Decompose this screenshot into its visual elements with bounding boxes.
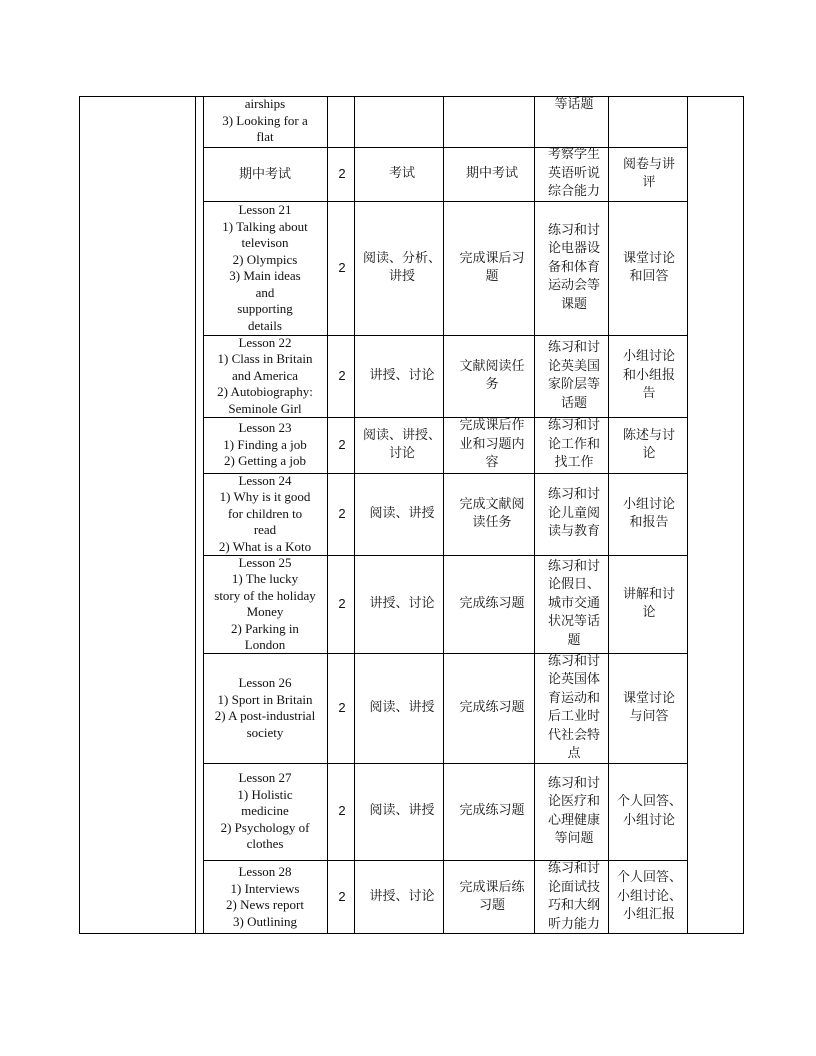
method-cell-text: 阅读、分析、 xyxy=(363,250,442,266)
hours-cell xyxy=(327,96,357,147)
hours-cell-text: 2 xyxy=(338,165,346,181)
assessment-cell-text: 小组讨论 xyxy=(622,349,675,365)
content-cell xyxy=(537,555,611,653)
lesson-cell-text: and America xyxy=(231,367,299,383)
lesson-cell xyxy=(203,860,327,934)
method-cell-text: 讨论 xyxy=(388,446,415,461)
task-cell-text: 习题 xyxy=(478,898,505,913)
assessment-cell-text: 小组讨论 xyxy=(622,812,675,828)
lesson-cell-text: Lesson 28 xyxy=(238,864,292,879)
method-cell xyxy=(357,335,447,417)
hours-cell xyxy=(327,860,357,934)
task-cell-text: 业和习题内 xyxy=(459,436,525,452)
content-cell-text: 综合能力 xyxy=(547,184,600,200)
table-row xyxy=(203,201,687,335)
assessment-cell-text: 阅卷与讲 xyxy=(622,156,675,172)
task-cell-text: 完成课后练 xyxy=(459,879,525,895)
lesson-cell-text: for children to xyxy=(227,505,303,521)
content-cell-text: 英语听说 xyxy=(547,165,600,181)
lesson-cell xyxy=(203,201,327,335)
assessment-cell xyxy=(611,555,687,653)
lesson-cell-text: society xyxy=(246,724,284,740)
lesson-cell-text: 1) Class in Britain xyxy=(217,351,313,367)
task-cell xyxy=(447,147,537,201)
method-cell-text: 考试 xyxy=(388,165,415,181)
task-cell xyxy=(447,555,537,653)
content-cell-text: 论医疗和 xyxy=(547,794,600,809)
assessment-cell xyxy=(611,335,687,417)
column-divider xyxy=(195,96,196,934)
method-cell-text: 阅读、讲授 xyxy=(369,803,435,819)
task-cell-text: 容 xyxy=(485,455,499,471)
content-cell-text: 论电器设 xyxy=(547,241,600,257)
hours-cell-text: 2 xyxy=(338,367,346,383)
content-cell-text: 等话题 xyxy=(554,97,594,112)
task-cell-text: 完成课后习 xyxy=(459,250,525,266)
lesson-cell-text: Lesson 22 xyxy=(238,334,292,350)
assessment-cell-text: 个人回答、 xyxy=(617,794,683,809)
content-cell-text: 练习和讨 xyxy=(547,558,600,574)
column-divider xyxy=(687,96,688,934)
method-cell xyxy=(357,96,447,147)
content-cell xyxy=(537,653,611,763)
lesson-cell-text: 1) Finding a job xyxy=(223,436,307,452)
method-cell-text: 讲授、讨论 xyxy=(369,595,435,611)
lesson-cell-text: 2) Psychology of xyxy=(220,819,310,835)
content-cell-text: 练习和讨 xyxy=(547,222,600,238)
content-cell xyxy=(537,763,611,860)
content-cell-text: 育运动和 xyxy=(547,690,600,706)
content-cell-text: 题 xyxy=(567,632,581,648)
hours-cell xyxy=(327,763,357,860)
content-cell xyxy=(537,417,611,473)
assessment-cell xyxy=(611,860,687,934)
assessment-cell xyxy=(611,417,687,473)
method-cell-text: 讲授、讨论 xyxy=(369,367,435,383)
content-cell xyxy=(537,201,611,335)
lesson-cell-text: clothes xyxy=(246,836,284,852)
task-cell xyxy=(447,860,537,934)
assessment-cell xyxy=(611,147,687,201)
lesson-cell-text: and xyxy=(255,284,275,300)
lesson-cell-text: 2) Parking in xyxy=(231,620,299,636)
assessment-cell xyxy=(611,201,687,335)
content-cell-text: 城市交通 xyxy=(547,595,600,611)
content-cell-text: 论英国体 xyxy=(547,672,600,687)
lesson-cell-text: medicine xyxy=(241,803,289,819)
content-cell-text: 练习和讨 xyxy=(547,418,600,434)
lesson-cell-text: story of the holiday xyxy=(214,587,316,603)
content-cell xyxy=(537,96,611,147)
lesson-cell-text: Seminole Girl xyxy=(228,400,302,416)
lesson-cell-text: 2) Getting a job xyxy=(224,453,306,469)
lesson-cell-text: 3) Outlining xyxy=(233,913,297,929)
lesson-cell xyxy=(203,96,327,147)
task-cell xyxy=(447,96,537,147)
content-cell-text: 论英美国 xyxy=(547,358,600,374)
task-cell-text: 文献阅读任 xyxy=(459,358,525,374)
content-cell-text: 练习和讨 xyxy=(547,775,600,791)
task-cell-text: 完成文献阅 xyxy=(459,496,525,512)
assessment-cell xyxy=(611,653,687,763)
assessment-cell-text: 个人回答、 xyxy=(617,870,683,886)
content-cell-text: 练习和讨 xyxy=(547,653,600,669)
method-cell xyxy=(357,653,447,763)
content-cell-text: 后工业时 xyxy=(547,709,600,724)
lesson-cell-text: Money xyxy=(246,604,284,619)
lesson-cell xyxy=(203,147,327,201)
lesson-cell xyxy=(203,763,327,860)
task-cell-text: 读任务 xyxy=(472,515,512,530)
content-cell-text: 论面试技 xyxy=(547,879,600,895)
content-cell-text: 练习和讨 xyxy=(547,487,600,503)
task-cell-text: 完成练习题 xyxy=(459,595,525,611)
lesson-cell-text: 2) Olympics xyxy=(232,251,298,267)
hours-cell-text: 2 xyxy=(338,803,346,819)
content-cell-text: 家阶层等 xyxy=(547,377,600,392)
assessment-cell xyxy=(611,763,687,860)
content-cell-text: 代社会特 xyxy=(547,727,600,743)
assessment-cell-text: 和报告 xyxy=(629,515,669,530)
content-cell-text: 巧和大纲 xyxy=(547,898,600,913)
content-cell-text: 论工作和 xyxy=(547,436,600,452)
hours-cell-text: 2 xyxy=(338,888,346,904)
hours-cell xyxy=(327,335,357,417)
assessment-cell-text: 与问答 xyxy=(629,709,669,724)
method-cell-text: 阅读、讲授 xyxy=(369,505,435,521)
content-cell-text: 课题 xyxy=(560,296,587,312)
lesson-cell xyxy=(203,473,327,555)
hours-cell-text: 2 xyxy=(338,436,346,452)
content-cell xyxy=(537,147,611,201)
content-cell-text: 备和体育 xyxy=(547,259,600,275)
content-cell-text: 点 xyxy=(567,746,581,761)
task-cell xyxy=(447,763,537,860)
content-cell-text: 等问题 xyxy=(554,831,594,846)
hours-cell xyxy=(327,147,357,201)
content-cell-text: 考察学生 xyxy=(547,147,600,163)
lesson-cell-text: Lesson 26 xyxy=(238,675,292,690)
assessment-cell-text: 论 xyxy=(642,605,656,620)
content-cell xyxy=(537,473,611,555)
content-cell-text: 状况等话 xyxy=(547,614,600,630)
task-cell-text: 完成课后作 xyxy=(459,418,525,434)
task-cell xyxy=(447,653,537,763)
method-cell-text: 讲授 xyxy=(388,269,415,284)
task-cell-text: 完成练习题 xyxy=(459,699,525,715)
lesson-cell xyxy=(203,653,327,763)
lesson-cell-text: details xyxy=(248,317,282,333)
hours-cell xyxy=(327,653,357,763)
lesson-cell-text: 1) Why is it good xyxy=(219,489,311,505)
lesson-cell-text: 期中考试 xyxy=(238,165,291,181)
assessment-cell-text: 和回答 xyxy=(629,269,669,284)
lesson-cell-text: read xyxy=(253,522,277,538)
lesson-cell-text: 3) Looking for a xyxy=(222,112,308,128)
assessment-cell-text: 陈述与讨 xyxy=(622,427,675,443)
task-cell-text: 务 xyxy=(485,377,499,392)
lesson-cell-text: 1) Talking about xyxy=(222,218,308,234)
content-cell-text: 练习和讨 xyxy=(547,861,600,876)
task-cell xyxy=(447,473,537,555)
content-cell-text: 运动会等 xyxy=(547,278,600,294)
lesson-cell-text: 3) Main ideas xyxy=(229,268,301,283)
task-cell-text: 期中考试 xyxy=(465,165,518,181)
content-cell-text: 找工作 xyxy=(554,455,594,471)
assessment-cell-text: 小组讨论 xyxy=(622,496,675,512)
assessment-cell-text: 告 xyxy=(642,386,656,402)
task-cell xyxy=(447,417,537,473)
hours-cell-text: 2 xyxy=(338,595,346,611)
task-cell-text: 题 xyxy=(485,269,499,284)
lesson-cell-text: 2) News report xyxy=(226,897,304,912)
lesson-cell-text: 1) Holistic xyxy=(237,786,293,802)
table-row xyxy=(203,147,687,201)
lesson-cell-text: flat xyxy=(256,129,274,144)
lesson-cell-text: Lesson 24 xyxy=(238,472,292,488)
method-cell-text: 讲授、讨论 xyxy=(369,888,435,904)
method-cell-text: 阅读、讲授 xyxy=(369,699,435,715)
table-row xyxy=(203,555,687,653)
lesson-cell xyxy=(203,555,327,653)
lesson-cell-text: London xyxy=(244,637,286,652)
assessment-cell-text: 和小组报 xyxy=(622,367,675,383)
lesson-cell-text: Lesson 25 xyxy=(238,554,292,570)
assessment-cell-text: 课堂讨论 xyxy=(622,690,675,706)
method-cell xyxy=(357,417,447,473)
assessment-cell-text: 论 xyxy=(642,446,656,461)
lesson-cell-text: 1) The lucky xyxy=(231,571,299,586)
hours-cell xyxy=(327,473,357,555)
hours-cell-text: 2 xyxy=(338,259,346,275)
table-row xyxy=(203,860,687,934)
table-row xyxy=(203,417,687,473)
assessment-cell-text: 评 xyxy=(642,175,656,190)
method-cell xyxy=(357,555,447,653)
method-cell-text: 阅读、讲授、 xyxy=(363,427,442,443)
task-cell-text: 完成练习题 xyxy=(459,803,525,819)
table-row xyxy=(203,335,687,417)
method-cell xyxy=(357,201,447,335)
assessment-cell xyxy=(611,96,687,147)
table-row xyxy=(203,96,687,147)
task-cell xyxy=(447,201,537,335)
content-cell xyxy=(537,860,611,934)
lesson-cell-text: Lesson 21 xyxy=(238,202,292,217)
assessment-cell-text: 讲解和讨 xyxy=(622,586,675,602)
lesson-cell-text: supporting xyxy=(237,301,293,316)
hours-cell-text: 2 xyxy=(338,699,346,715)
lesson-cell-text: airships xyxy=(244,96,286,111)
lesson-cell-text: 2) What is a Koto xyxy=(218,538,312,554)
content-cell-text: 心理健康 xyxy=(547,812,600,828)
lesson-cell-text: Lesson 23 xyxy=(238,420,292,436)
table-row xyxy=(203,763,687,860)
lesson-cell xyxy=(203,335,327,417)
content-cell-text: 论假日、 xyxy=(547,577,600,593)
lesson-cell-text: televison xyxy=(241,235,289,250)
assessment-cell xyxy=(611,473,687,555)
content-cell-text: 论儿童阅 xyxy=(547,505,600,521)
method-cell xyxy=(357,860,447,934)
method-cell xyxy=(357,473,447,555)
hours-cell xyxy=(327,201,357,335)
lesson-cell xyxy=(203,417,327,473)
hours-cell xyxy=(327,417,357,473)
lesson-cell-text: 1) Sport in Britain xyxy=(217,691,313,707)
lesson-cell-text: 2) Autobiography: xyxy=(217,384,313,400)
lesson-cell-text: 1) Interviews xyxy=(230,880,300,896)
table-row xyxy=(203,653,687,763)
hours-cell-text: 2 xyxy=(338,505,346,521)
content-cell-text: 读与教育 xyxy=(547,524,600,540)
lesson-cell-text: 2) A post-industrial xyxy=(214,708,316,723)
content-cell-text: 话题 xyxy=(560,395,587,411)
assessment-cell-text: 小组讨论、 xyxy=(617,888,683,904)
assessment-cell-text: 课堂讨论 xyxy=(622,250,675,266)
task-cell xyxy=(447,335,537,417)
method-cell xyxy=(357,147,447,201)
lesson-cell-text: Lesson 27 xyxy=(238,770,292,786)
method-cell xyxy=(357,763,447,860)
content-cell-text: 听力能力 xyxy=(547,916,600,932)
assessment-cell-text: 小组汇报 xyxy=(622,907,675,923)
content-cell xyxy=(537,335,611,417)
table-row xyxy=(203,473,687,555)
content-cell-text: 练习和讨 xyxy=(547,340,600,355)
hours-cell xyxy=(327,555,357,653)
